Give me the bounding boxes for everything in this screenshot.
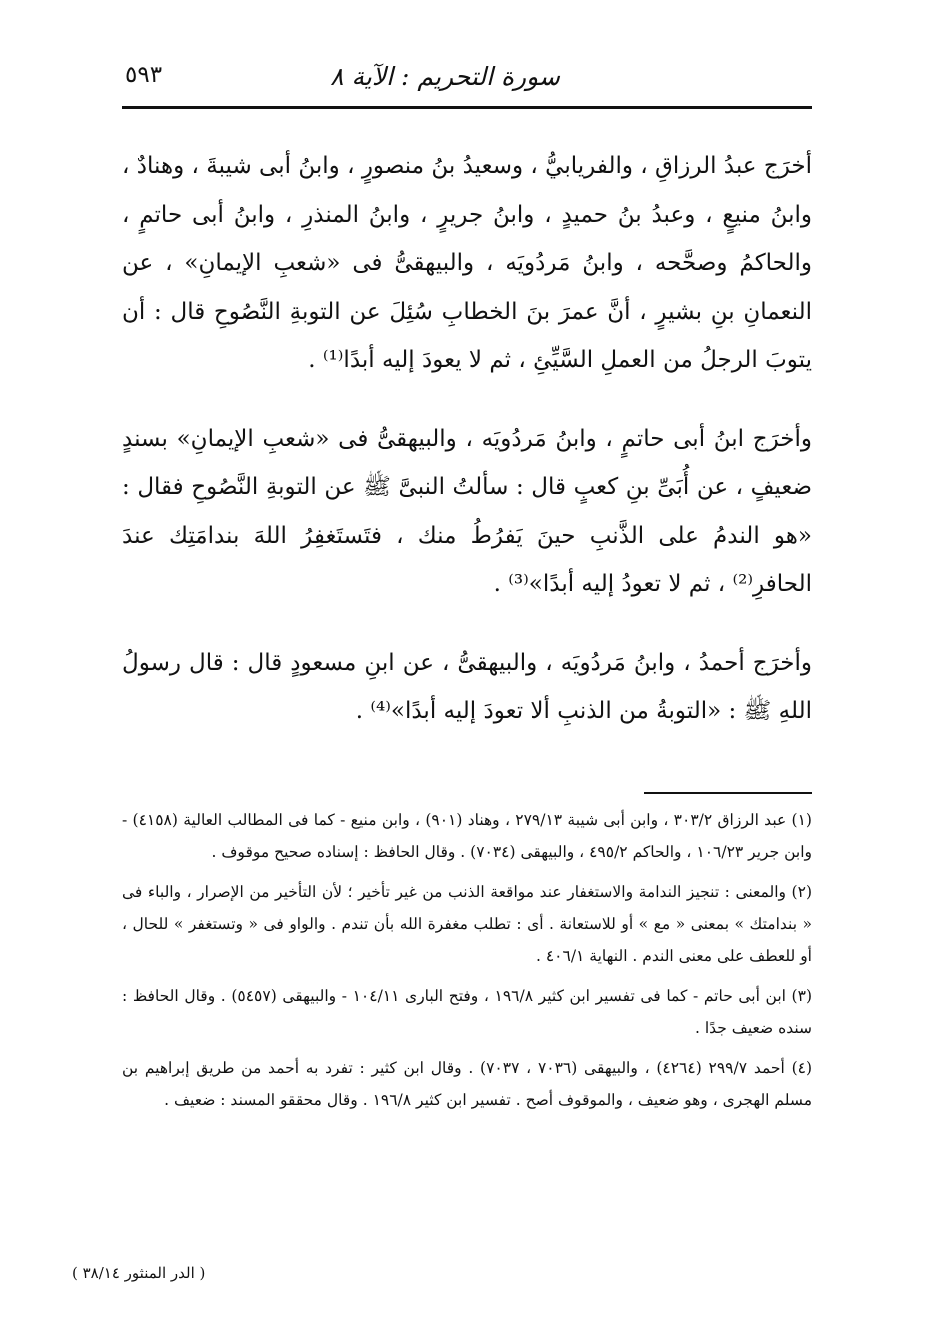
footnote: (١) عبد الرزاق ٣٠٣/٢ ، وابن أبى شيبة ٢٧٩/١٣ ، وهناد (٩٠١) ، وابن منيع - كما فى المطالب العالية (٤١٥٨) - وابن جرير ١٠٦/٢٣ ، والحاكم ٤٩٥/٢ ، والبيهقى (٧٠٣٤) . وقال الحافظ : إسناده صحيح موقوف . [122, 811, 812, 861]
paragraph: أخرَج عبدُ الرزاقِ ، والفريابيُّ ، وسعيدُ بنُ منصورٍ ، وابنُ أبى شيبةَ ، وهنادٌ ، وابنُ منيعٍ ، وعبدُ بنُ حميدٍ ، وابنُ جريرٍ ، وابنُ المنذرِ ، وابنُ أبى حاتمٍ ، والحاكمُ وصحَّحه ، وابنُ مَردُويَه ، والبيهقىُّ فى «شعبِ الإيمانِ» ، عن النعمانِ بنِ بشيرٍ ، أنَّ عمرَ بنَ الخطابِ سُئِلَ عن التوبةِ النَّصُوحِ قال : أن يتوبَ الرجلُ من العملِ السَّيِّئِ ، ثم لا يعودَ إليه أبدًا⁽¹⁾ . [122, 153, 812, 373]
footnote: (٣) ابن أبى حاتم - كما فى تفسير ابن كثير ١٩٦/٨ ، وفتح البارى ١٠٤/١١ - والبيهقى (٥٤٥٧) . وقال الحافظ : سنده ضعيف جدًا . [122, 987, 812, 1037]
main-text [122, 142, 812, 766]
footnote: (٤) أحمد ٢٩٩/٧ (٤٢٦٤) ، والبيهقى (٧٠٣٦ ، ٧٠٣٧) . وقال ابن كثير : تفرد به أحمد من طريق إبراهيم بن مسلم الهجرى ، وهو ضعيف ، والموقوف أصح . تفسير ابن كثير ١٩٦/٨ . وقال محققو المسند : ضعيف . [122, 1059, 813, 1109]
paragraph: وأخرَج أحمدُ ، وابنُ مَردُويَه ، والبيهقىُّ ، عن ابنِ مسعودٍ قال : قال رسولُ اللهِ ﷺ : «التوبةُ من الذنبِ ألا تعودَ إليه أبدًا»⁽⁴⁾ . [122, 649, 812, 724]
running-title: سورة التحريم : الآية ٨ [330, 62, 560, 91]
source-reference: ( الدر المنثور ٣٨/١٤ ) [72, 1264, 206, 1282]
running-header [125, 58, 810, 98]
page-number: ٥٩٣ [125, 62, 163, 88]
footnote: (٢) والمعنى : تنجيز الندامة والاستغفار عند مواقعة الذنب من غير تأخير ؛ لأن التأخير من الإصرار ، والباء فى « بندامتك » بمعنى « مع » أو للاستعانة . أى : تطلب مغفرة الله بأن تندم . والواو فى « وتستغفر » للحال ، أو للعطف على معنى الندم . النهاية ٤٠٦/١ . [122, 883, 812, 965]
paragraph: وأخرَج ابنُ أبى حاتمٍ ، وابنُ مَردُويَه ، والبيهقىُّ فى «شعبِ الإيمانِ» بسندٍ ضعيفٍ ، عن أُبَىِّ بنِ كعبٍ قال : سألتُ النبىَّ ﷺ عن التوبةِ النَّصُوحِ فقال : «هو الندمُ على الذَّنبِ حينَ يَفرُطُ منك ، فتَستَغفِرُ اللهَ بندامَتِك عندَ الحافرِ⁽²⁾ ، ثم لا تعودُ إليه أبدًا»⁽³⁾ . [122, 425, 812, 597]
footnotes [122, 804, 812, 1124]
footnote-rule [644, 792, 812, 794]
header-rule [122, 106, 812, 109]
